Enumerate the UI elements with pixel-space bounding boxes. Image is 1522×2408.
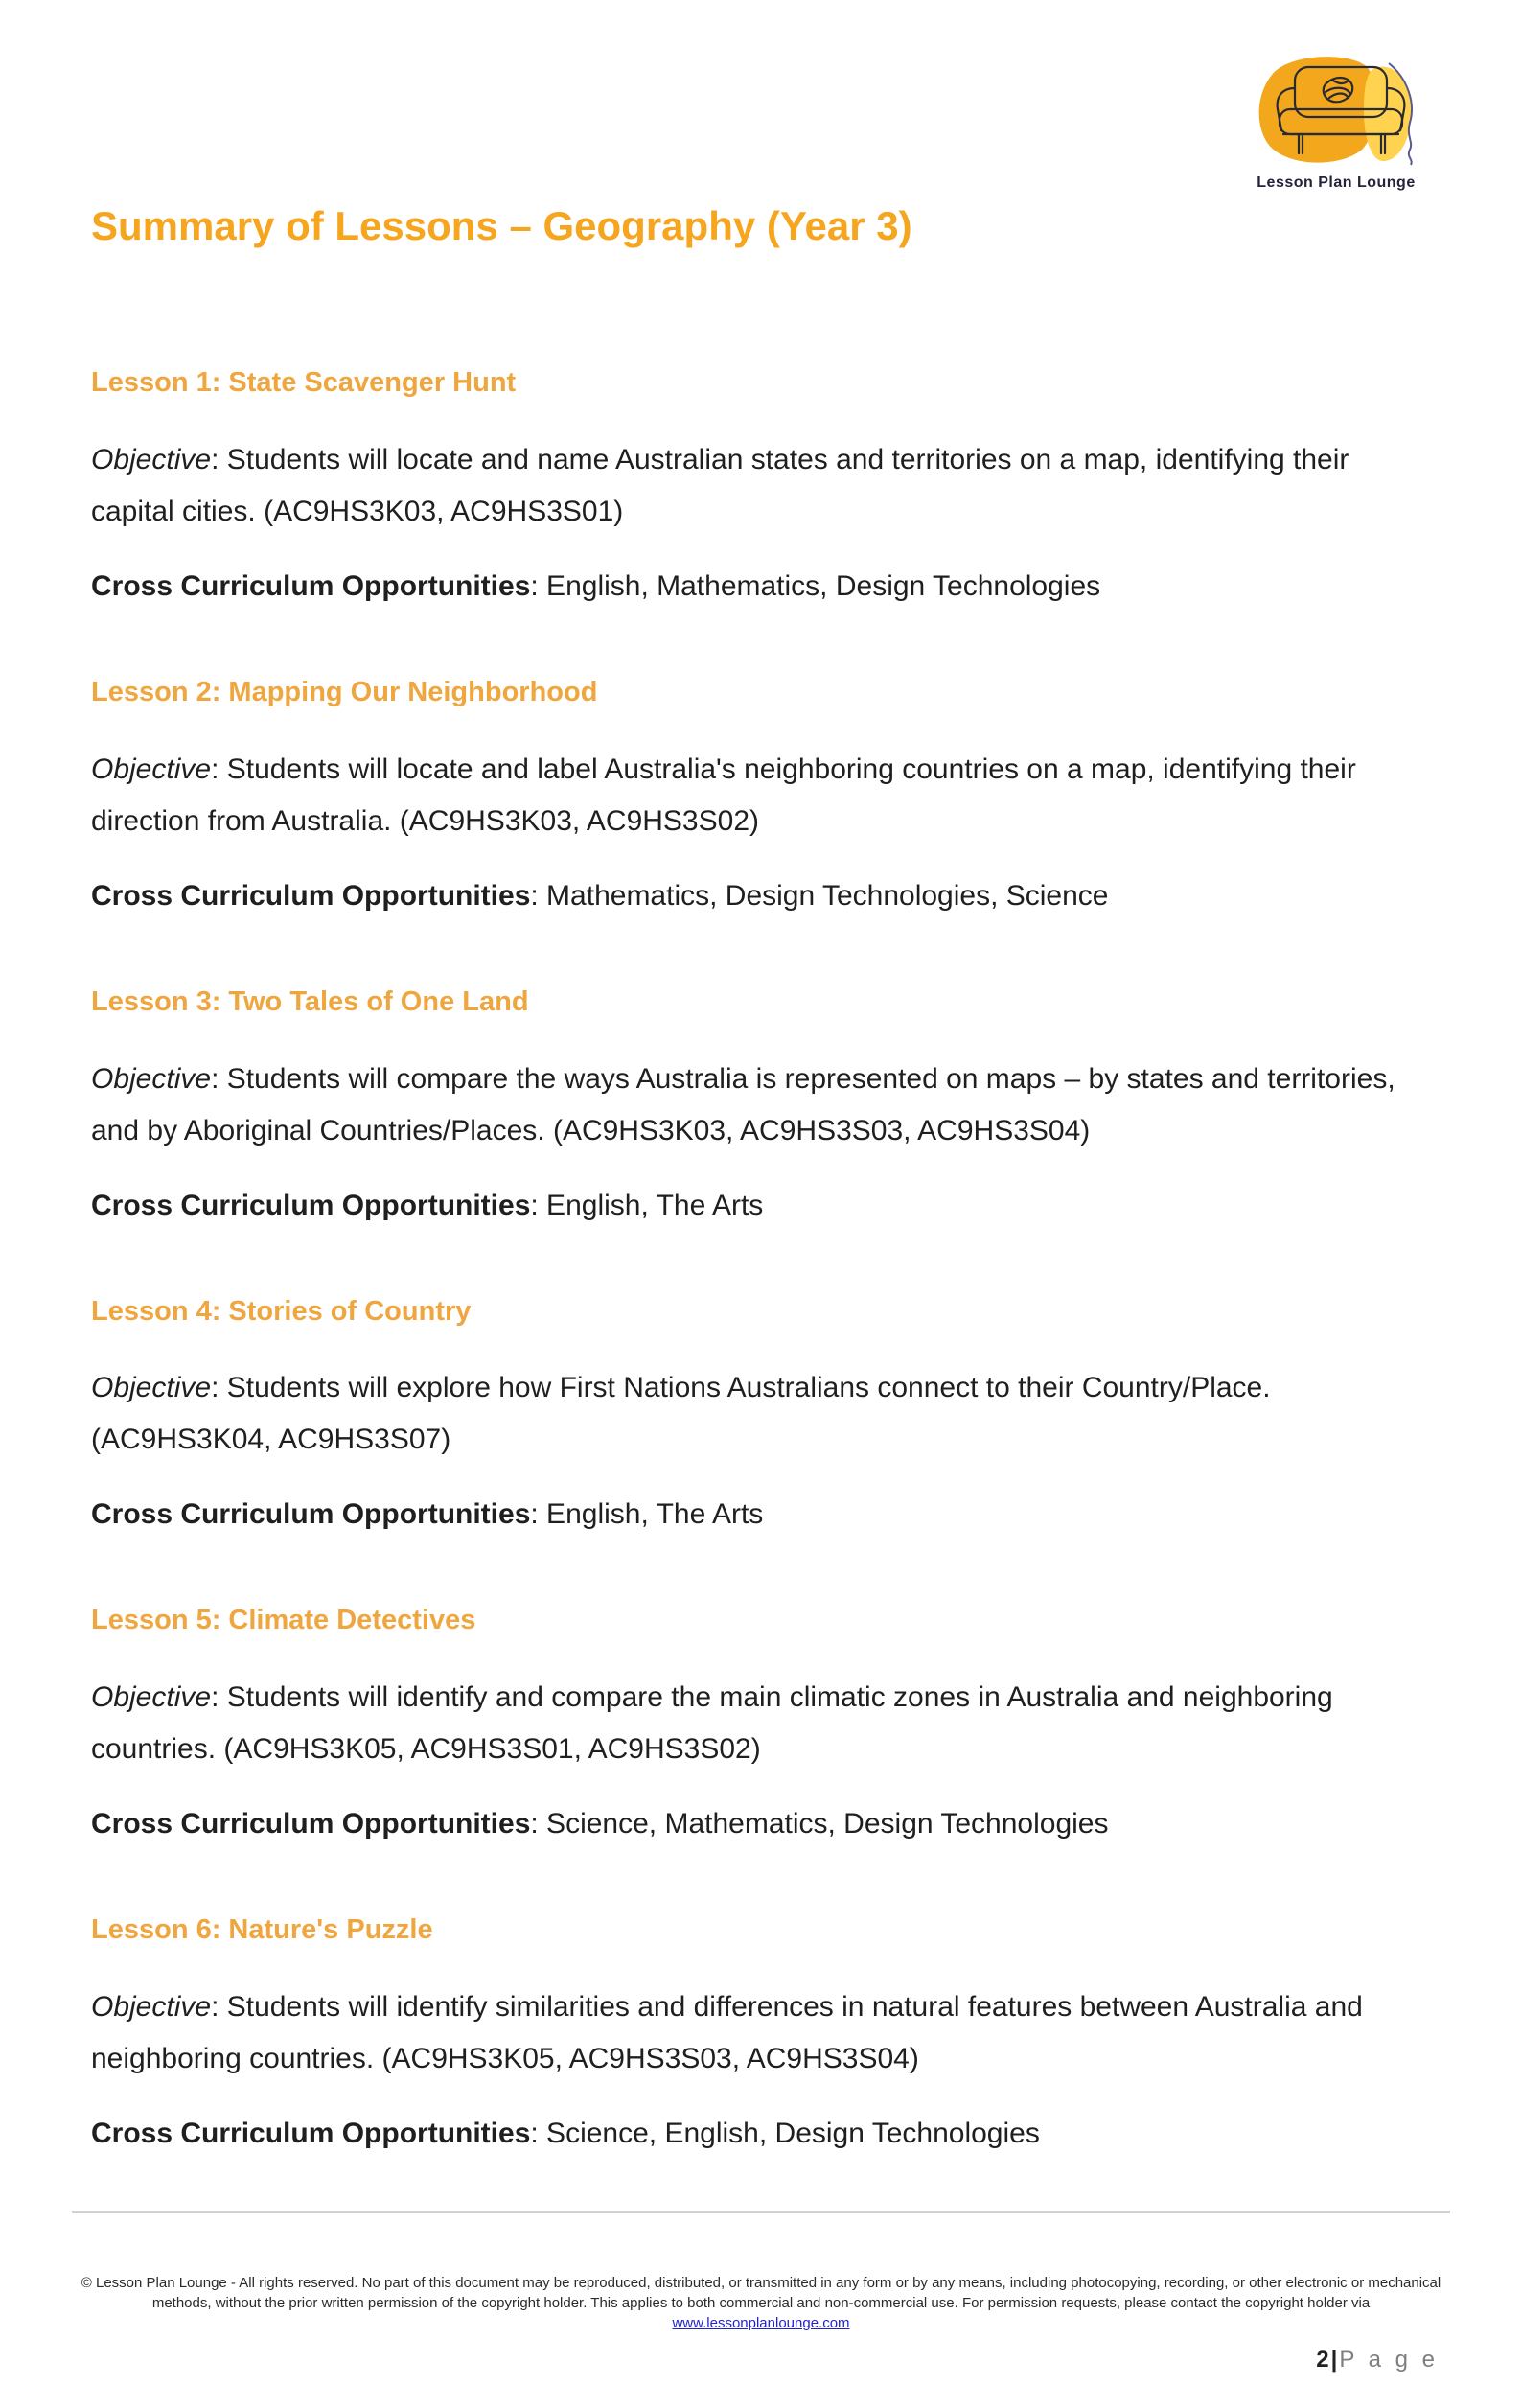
lesson-5-heading: Lesson 5: Climate Detectives	[91, 1605, 476, 1636]
copyright-notice	[72, 2273, 1450, 2333]
objective-label: Objective	[91, 752, 212, 785]
cross-curriculum-label: Cross Curriculum Opportunities	[91, 570, 531, 603]
page-number-value: 2	[1316, 2347, 1329, 2373]
objective-label: Objective	[91, 1991, 212, 2024]
page-word: P a g e	[1339, 2347, 1439, 2373]
page-footer	[72, 2211, 1450, 2373]
cross-curriculum-text: : English, The Arts	[530, 1189, 764, 1221]
lesson-6-objective	[91, 1981, 1431, 2085]
lesson-3-block	[91, 985, 1431, 1232]
cross-curriculum-text: : English, Mathematics, Design Technologies	[530, 570, 1101, 603]
page-title: Summary of Lessons – Geography (Year 3)	[91, 203, 912, 248]
lesson-3-heading: Lesson 3: Two Tales of One Land	[91, 985, 529, 1017]
cross-curriculum-label: Cross Curriculum Opportunities	[91, 2118, 531, 2150]
objective-label: Objective	[91, 1681, 212, 1714]
lesson-6-block	[91, 1913, 1431, 2160]
cross-curriculum-text: : Science, English, Design Technologies	[530, 2118, 1040, 2150]
lesson-5-cross-curriculum	[91, 1798, 1431, 1850]
objective-label: Objective	[91, 1372, 212, 1404]
lesson-4-cross-curriculum	[91, 1489, 1431, 1540]
objective-label: Objective	[91, 444, 212, 476]
objective-label: Objective	[91, 1062, 212, 1095]
objective-text: : Students will locate and name Australian states and territories on a map, identifying their capital cities. (AC9HS3K03, AC9HS3S01)	[91, 444, 1349, 528]
lesson-4-block	[91, 1295, 1431, 1541]
lesson-1-block	[91, 366, 1431, 613]
lesson-3-objective	[91, 1054, 1431, 1157]
cross-curriculum-label: Cross Curriculum Opportunities	[91, 1498, 531, 1531]
cross-curriculum-text: : Science, Mathematics, Design Technologies	[530, 1808, 1109, 1841]
objective-text: : Students will identify and compare the main climatic zones in Australia and neighboring countries. (AC9HS3K05, AC9HS3S01, AC9HS3S02)	[91, 1681, 1333, 1766]
website-link[interactable]: www.lessonplanlounge.com	[672, 2315, 850, 2331]
cross-curriculum-label: Cross Curriculum Opportunities	[91, 1189, 531, 1221]
lesson-5-block	[91, 1604, 1431, 1850]
lesson-plan-lounge-logo	[1238, 50, 1434, 192]
page-number-separator: |	[1330, 2347, 1338, 2373]
lesson-2-objective	[91, 744, 1431, 847]
objective-text: : Students will identify similarities and differences in natural features between Australia and neighboring countries. (AC9HS3K05, AC9HS3S03, AC9HS3S04)	[91, 1991, 1363, 2075]
lesson-2-cross-curriculum	[91, 870, 1431, 922]
logo-wordmark: Lesson Plan Lounge	[1257, 174, 1416, 191]
footer-divider	[72, 2211, 1450, 2213]
cross-curriculum-text: : Mathematics, Design Technologies, Science	[530, 879, 1109, 912]
lesson-5-objective	[91, 1672, 1431, 1775]
lesson-2-heading: Lesson 2: Mapping Our Neighborhood	[91, 677, 598, 708]
lesson-1-heading: Lesson 1: State Scavenger Hunt	[91, 367, 517, 399]
copyright-text: © Lesson Plan Lounge - All rights reserved. No part of this document may be reproduced, distributed, or transmitted in any form or by any means, including photocopying, recording, or other electronic or mechanical methods, without the prior written permission of the copyright holder. This applies to both commercial and non-commercial use. For permission requests, please contact the copyright holder via	[81, 2275, 1441, 2311]
cross-curriculum-label: Cross Curriculum Opportunities	[91, 879, 531, 912]
lesson-4-heading: Lesson 4: Stories of Country	[91, 1295, 472, 1327]
lesson-4-objective	[91, 1362, 1431, 1466]
lesson-6-heading: Lesson 6: Nature's Puzzle	[91, 1914, 433, 1946]
objective-text: : Students will compare the ways Australia is represented on maps – by states and territories, and by Aboriginal Countries/Places. (AC9HS3K03, AC9HS3S03, AC9HS3S04)	[91, 1062, 1395, 1146]
lesson-1-cross-curriculum	[91, 561, 1431, 613]
lesson-3-cross-curriculum	[91, 1180, 1431, 1232]
page-number	[72, 2347, 1450, 2373]
cross-curriculum-label: Cross Curriculum Opportunities	[91, 1808, 531, 1841]
lesson-6-cross-curriculum	[91, 2108, 1431, 2160]
cross-curriculum-text: : English, The Arts	[530, 1498, 764, 1531]
objective-text: : Students will locate and label Australia's neighboring countries on a map, identifying their direction from Australia. (AC9HS3K03, AC9HS3S02)	[91, 752, 1356, 837]
couch-logo-icon	[1245, 50, 1427, 173]
objective-text: : Students will explore how First Nations Australians connect to their Country/Place. (AC9HS3K04, AC9HS3S07)	[91, 1372, 1271, 1456]
lesson-2-block	[91, 676, 1431, 922]
lesson-1-objective	[91, 434, 1431, 538]
